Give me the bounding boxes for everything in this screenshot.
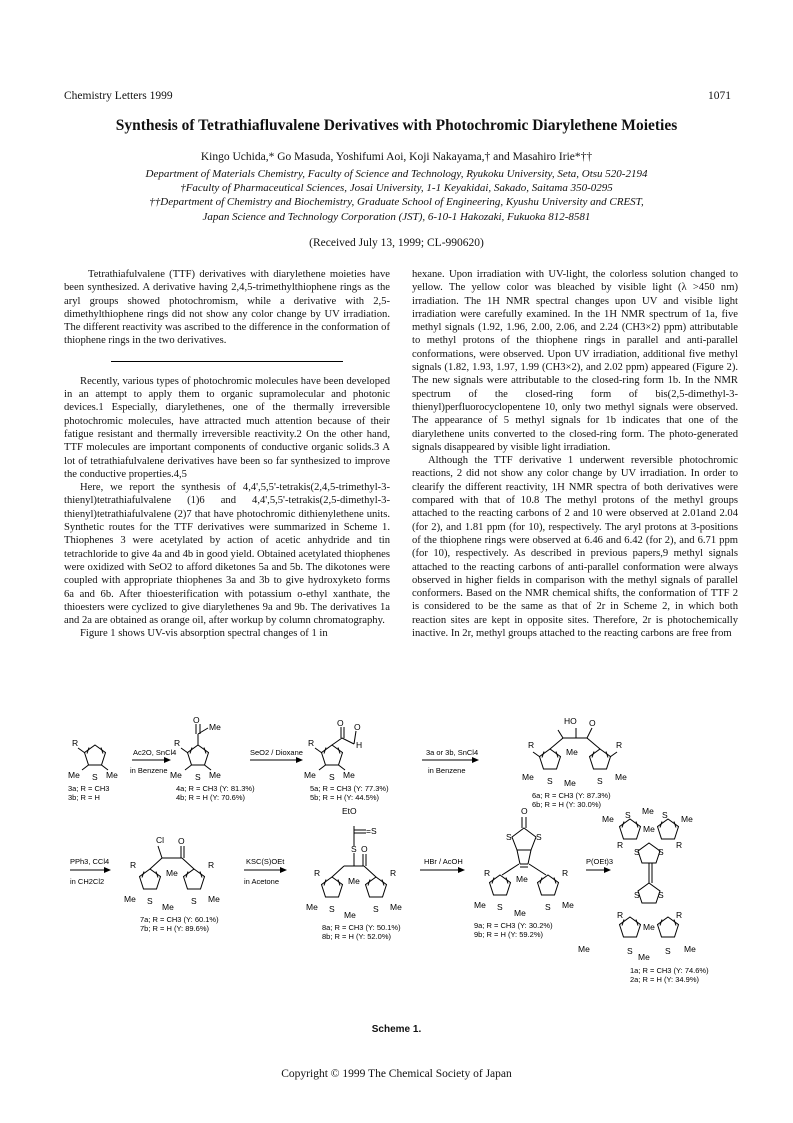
atom-label: R: [174, 738, 181, 748]
atom-label: Me: [124, 894, 136, 904]
atom-label: EtO: [342, 806, 357, 816]
ttf-product-structure: [620, 819, 679, 937]
atom-label: Me: [643, 922, 655, 932]
atom-label: HO: [564, 716, 577, 726]
atom-label: H: [356, 740, 363, 750]
atom-label: Me: [615, 772, 627, 782]
scheme-caption: Scheme 1.: [371, 1024, 422, 1035]
atom-label: Me: [209, 722, 221, 732]
atom-label: R: [390, 868, 397, 878]
atom-label: Me: [208, 894, 220, 904]
atom-label: R: [676, 910, 683, 920]
atom-label: Me: [642, 806, 654, 816]
atom-label: Me: [562, 900, 574, 910]
abstract: Tetrathiafulvalene (TTF) derivatives with diarylethene moieties have been synthesized. A derivative having 2,4,5-trimethylthiophene rings as the aryl groups showed photochromism, while a derivative with 2,5-dimethylthiophene rings did not show any color change by UV irradiation. The different reactivity was ascribed to the difference in the conformation of thiophene rings in the two derivatives.: [64, 269, 390, 347]
atom-label: R: [528, 740, 535, 750]
compound-label: 6a; R = CH3 (Y: 87.3%): [532, 791, 611, 800]
atom-label: Me: [162, 902, 174, 912]
atom-label: S: [658, 890, 664, 900]
atom-label: R: [676, 840, 683, 850]
atom-label: O: [521, 806, 528, 816]
reagent: in CH2Cl2: [70, 877, 105, 886]
compound-label: 4b; R = H (Y: 70.6%): [176, 793, 245, 802]
compound-label: 8b; R = H (Y: 52.0%): [322, 932, 391, 941]
scheme-1-drawing: [68, 715, 730, 1018]
atom-label: R: [72, 738, 79, 748]
atom-label: S: [536, 832, 542, 842]
copyright-notice: Copyright © 1999 The Chemical Society of Japan: [281, 1068, 512, 1080]
atom-label: Cl: [156, 835, 165, 845]
atom-label: Me: [566, 747, 578, 757]
reagent: SeO2 / Dioxane: [250, 748, 303, 757]
affiliation-4: Japan Science and Technology Corporation (JST), 6-10-1 Hakozaki, Fukuoka 812-8581: [202, 210, 591, 223]
compound-label: 1a; R = CH3 (Y: 74.6%): [630, 966, 709, 975]
atom-label: S: [547, 776, 553, 786]
reagent: Ac2O, SnCl4: [133, 748, 177, 757]
right-column: [412, 268, 738, 640]
received-date: (Received July 13, 1999; CL-990620): [309, 237, 484, 249]
atom-label: S: [195, 772, 201, 782]
compound-label: 9a; R = CH3 (Y: 30.2%): [474, 921, 553, 930]
atom-label: S: [147, 896, 153, 906]
reagent: in Benzene: [130, 766, 168, 775]
compound-label: 5b; R = H (Y: 44.5%): [310, 793, 379, 802]
atom-label: Me: [170, 770, 182, 780]
body-paragraph: Although the TTF derivative 1 underwent reversible photochromic reactions, 2 did not show any color change by UV irradiation. In order to clearify the different reactivity, 1H NMR spectra of both derivatives were compared with that of 10.8 The methyl protons of the methyl groups attached to the reacting carbons of 2 and 10 were observed at 2.01and 2.04 (for 2), and 1.81 ppm (for 10), respectively. The aryl protons at 3-positions of the thiophene rings were observed at 6.46 and 6.42 (for 2), and 6.71 ppm (for 10), respectively. As described in previous papers,9 methyl signals attached to the reacting carbons of anti-parallel conformation were always observed in higher fields in comparison with the methyl signals of parallel conformers. Based on the NMR chemical shifts, the conformation of TTF 2 is considered to be the same as that of 2r in Scheme 2, in which both reaction sites are kept in opposite sites. Therefore, 2r is photochemically inactive. In 2r, methyl groups attached to the reacting carbons are free from: [412, 455, 738, 640]
atom-label: Me: [344, 910, 356, 920]
atom-label: Me: [390, 902, 402, 912]
atom-label: S: [625, 810, 631, 820]
affiliations: [40, 167, 753, 224]
atom-label: Me: [578, 944, 590, 954]
abstract-divider: [111, 361, 343, 362]
atom-label: R: [130, 860, 137, 870]
scheme-row-1: [78, 724, 617, 770]
atom-label: O: [337, 718, 344, 728]
scheme-row-2: [70, 817, 610, 897]
body-paragraph: Recently, various types of photochromic molecules have been developed in an attempt to apply them to organic supramolecular and photonic devices.1 Especially, diarylethenes, one of the thermally irreversible photochromic molecules, have attracted much attention because of their fatigue resistant and thermally irreversible reactivity.2 On the other hand, TTF molecules are important components of conductive organic solids.3 A lot of tetrathiafulvalene derivatives have been so far synthesized to improve the conductive properties.4,5: [64, 375, 390, 480]
atom-label: Me: [209, 770, 221, 780]
atom-label: R: [308, 738, 315, 748]
compound-label: 6b; R = H (Y: 30.0%): [532, 800, 601, 809]
reagent: KSC(S)OEt: [246, 857, 285, 866]
reagent: in Benzene: [428, 766, 466, 775]
body-paragraph: Figure 1 shows UV-vis absorption spectral changes of 1 in: [80, 628, 328, 640]
compound-label: 2a; R = H (Y: 34.9%): [630, 975, 699, 984]
atom-label: S: [545, 902, 551, 912]
atom-label: S: [329, 904, 335, 914]
atom-label: Me: [474, 900, 486, 910]
reagent: P(OEt)3: [586, 857, 614, 866]
atom-label: Me: [602, 814, 614, 824]
affiliation-2: †Faculty of Pharmaceutical Sciences, Josai University, 1-1 Keyakidai, Sakado, Saitama 350-0295: [180, 182, 613, 195]
compound-label: 7a; R = CH3 (Y: 60.1%): [140, 915, 219, 924]
author-list: Kingo Uchida,* Go Masuda, Yoshifumi Aoi, Koji Nakayama,† and Masahiro Irie*††: [200, 151, 593, 163]
atom-label: Me: [564, 778, 576, 788]
page-number: 1071: [708, 90, 731, 102]
atom-label: S: [351, 844, 357, 854]
atom-label: S: [497, 902, 503, 912]
left-column: [64, 268, 390, 641]
compound-label: 7b; R = H (Y: 89.6%): [140, 924, 209, 933]
atom-label: R: [562, 868, 569, 878]
atom-label: S: [634, 890, 640, 900]
paper-title: Synthesis of Tetrathiafluvalene Derivatives with Photochromic Diarylethene Moieties: [115, 117, 678, 134]
atom-label: Me: [348, 876, 360, 886]
atom-label: S: [506, 832, 512, 842]
atom-label: Me: [106, 770, 118, 780]
atom-label: Me: [343, 770, 355, 780]
ttf-product-labels: [578, 806, 709, 984]
atom-label: Me: [306, 902, 318, 912]
atom-label: S: [373, 904, 379, 914]
compound-label: 5a; R = CH3 (Y: 77.3%): [310, 784, 389, 793]
compound-label: 3a; R = CH3: [68, 784, 110, 793]
scheme-row-1-labels: [68, 715, 627, 809]
running-header-journal: Chemistry Letters 1999: [64, 90, 173, 102]
atom-label: =S: [366, 826, 377, 836]
atom-label: O: [354, 722, 361, 732]
atom-label: R: [617, 910, 624, 920]
atom-label: R: [314, 868, 321, 878]
atom-label: Me: [516, 874, 528, 884]
atom-label: Me: [684, 944, 696, 954]
scheme-1-figure: [68, 715, 730, 1018]
affiliation-3: ††Department of Chemistry and Biochemistry, Graduate School of Engineering, Kyushu University and CREST,: [149, 196, 644, 209]
body-paragraph: hexane. Upon irradiation with UV-light, the colorless solution changed to yellow. The yellow color was bleached by visible light (λ >450 nm) irradiation. The 1H NMR spectral changes upon UV and visible light irradiation were carefully examined. In the 1H NMR spectrum of 1a, five methyl signals (1.92, 1.96, 2.00, 2.06, and 2.24 (CH3×2) ppm) attributable to methyl protons of the thiophene rings in parallel and anti-parallel conformations, were observed. Upon UV irradiation, additional five methyl signals (1.82, 1.93, 1.97, 1.99 (CH3×2), and 2.02 ppm) appeared (Figure 2). The new signals were attributable to the closed-ring form 1b. In the NMR spectrum of the closed-ring form of bis(2,5-dimethyl-3-thienyl)perfluorocyclopentene 10, only two methyl signals were observed. The appearance of 5 methyl signals for 1b indicates that one of the diarylethene units converted to the closed-ring form. The photo-generated signals disappeared by visible light irradiation.: [412, 269, 738, 453]
reagent: PPh3, CCl4: [70, 857, 110, 866]
affiliation-1: Department of Materials Chemistry, Faculty of Science and Technology, Ryukoku University, Seta, Otsu 520-2194: [145, 168, 648, 180]
atom-label: O: [178, 836, 185, 846]
atom-label: R: [616, 740, 623, 750]
atom-label: Me: [68, 770, 80, 780]
reagent: HBr / AcOH: [424, 857, 463, 866]
compound-label: 4a; R = CH3 (Y: 81.3%): [176, 784, 255, 793]
atom-label: S: [658, 847, 664, 857]
scheme-row-2-labels: [70, 806, 613, 941]
compound-label: 9b; R = H (Y: 59.2%): [474, 930, 543, 939]
atom-label: R: [208, 860, 215, 870]
reagent: in Acetone: [244, 877, 280, 886]
atom-label: Me: [166, 868, 178, 878]
atom-label: Me: [514, 908, 526, 918]
atom-label: O: [193, 715, 200, 725]
compound-label: 3b; R = H: [68, 793, 100, 802]
compound-label: 8a; R = CH3 (Y: 50.1%): [322, 923, 401, 932]
atom-label: O: [589, 718, 596, 728]
atom-label: Me: [522, 772, 534, 782]
atom-label: Me: [638, 952, 650, 962]
reagent: 3a or 3b, SnCl4: [426, 748, 479, 757]
atom-label: S: [191, 896, 197, 906]
atom-label: S: [662, 810, 668, 820]
atom-label: S: [329, 772, 335, 782]
atom-label: Me: [304, 770, 316, 780]
atom-label: S: [634, 847, 640, 857]
atom-label: R: [484, 868, 491, 878]
body-paragraph: Here, we report the synthesis of 4,4',5,5'-tetrakis(2,4,5-trimethyl-3-thienyl)tetrathiafulvalene (1)6 and 4,4',5,5'-tetrakis(2,5-dimethyl-3-thienyl)tetrathiafulvalene (2)7 that have photochromic dithienylethene units. Synthetic routes for the TTF derivatives were summarized in Scheme 1. Thiophenes 3 were acetylated by action of acetic anhydride and tin tetrachloride to give 4a and 4b in good yield. Obtained acetylated thiophenes were oxidized with SeO2 to afford diketones 5a and 5b. The dikotones were coupled with appropriate thiophenes 3a and 3b to give hydroxyketo forms 6a and 6b. After thioesterification with potassium o-ethyl xanthate, the thioesters were cyclized to give diarylethenes 9a and 9b. The derivatives 1a and 2a are obtained as orange oil, after workup by column chromatography.: [64, 482, 390, 627]
atom-label: S: [597, 776, 603, 786]
atom-label: Me: [643, 824, 655, 834]
atom-label: Me: [681, 814, 693, 824]
atom-label: R: [617, 840, 624, 850]
atom-label: O: [361, 844, 368, 854]
atom-label: S: [627, 946, 633, 956]
atom-label: S: [92, 772, 98, 782]
atom-label: S: [665, 946, 671, 956]
